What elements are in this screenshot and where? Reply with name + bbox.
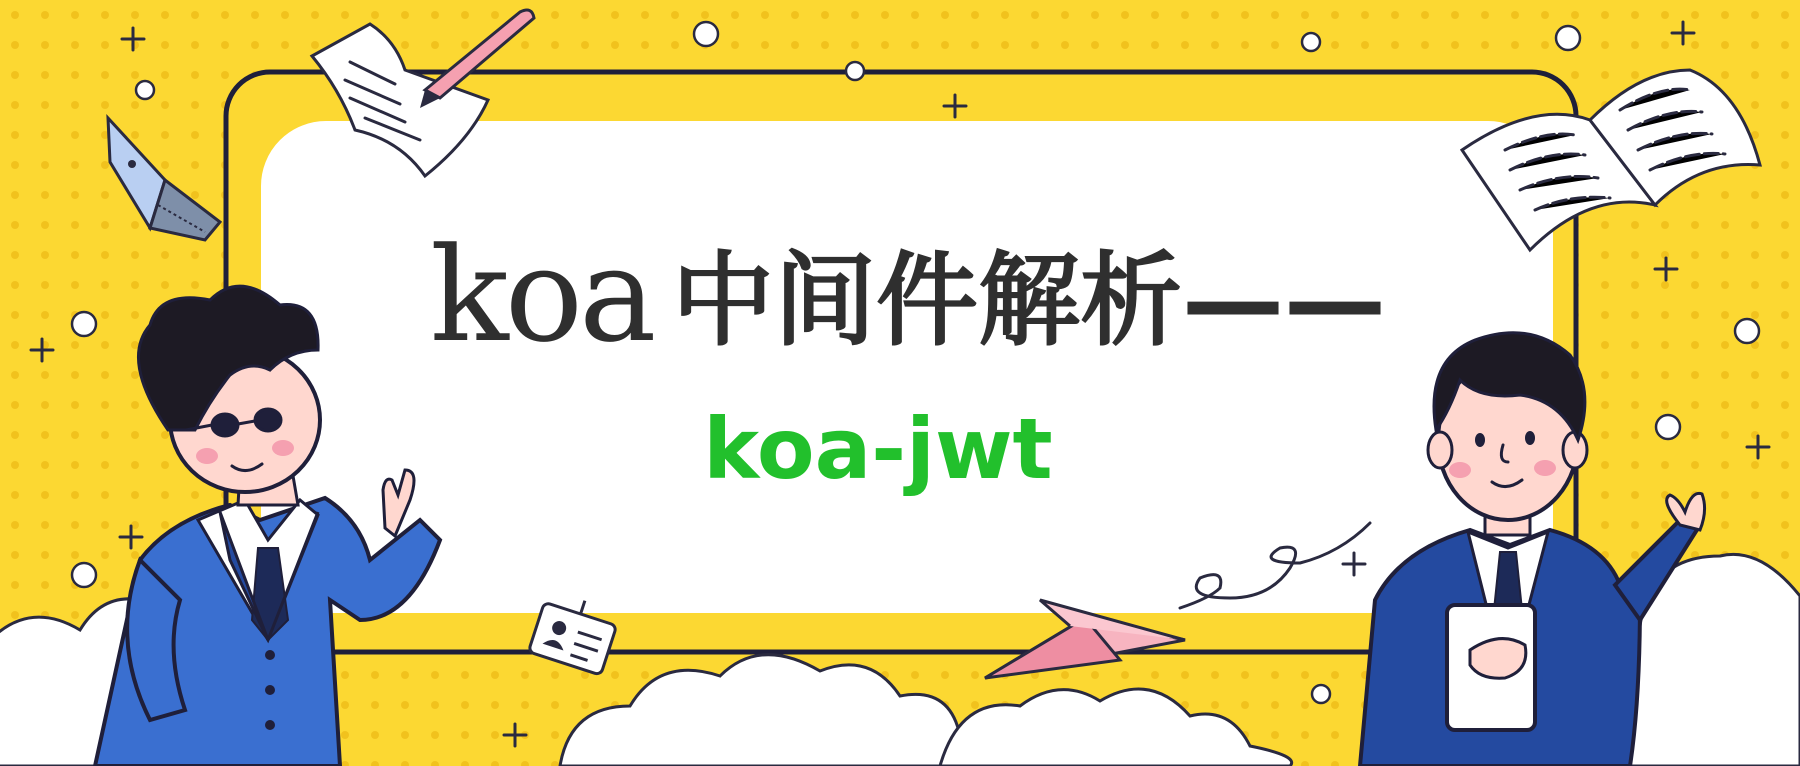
subtitle: koa-jwt bbox=[703, 400, 1053, 498]
title-logo: koa bbox=[430, 219, 653, 371]
title-main: 中间件解析—— bbox=[672, 242, 1386, 361]
